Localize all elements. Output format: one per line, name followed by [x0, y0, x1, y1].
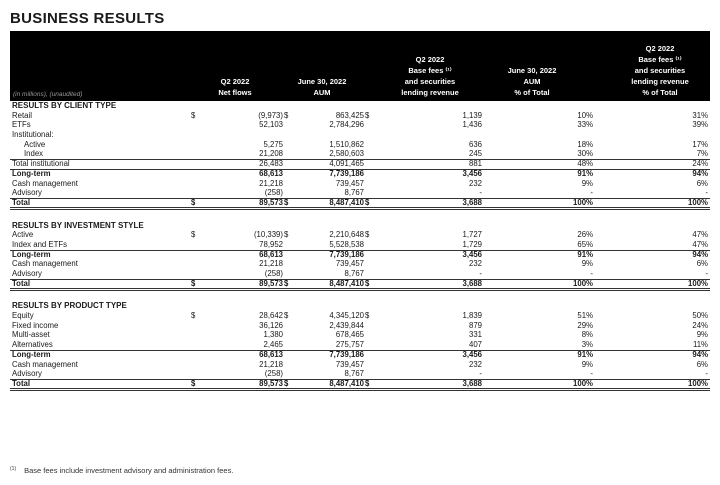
cell-col-5: 24% — [692, 320, 708, 330]
rule-line — [10, 159, 710, 160]
cell-col-5: 47% — [692, 239, 708, 249]
table-row — [10, 259, 710, 269]
row-label: Long-term — [12, 249, 51, 259]
cell-col-1: 52,103 — [259, 120, 283, 130]
row-label: Cash management — [12, 359, 78, 369]
table-header — [10, 31, 710, 101]
cell-col-4: 18% — [577, 139, 593, 149]
cell-col-4: 91% — [577, 349, 593, 359]
cell-col-1: (9,973) — [258, 110, 283, 120]
cell-col-5: 11% — [692, 340, 708, 350]
table-row — [10, 159, 710, 169]
units-note: (in millions), (unaudited) — [13, 91, 83, 98]
cell-col-3: 881 — [468, 159, 482, 169]
cell-col-3: 1,436 — [462, 120, 482, 130]
cell-col-1: 21,208 — [259, 149, 283, 159]
table-row — [10, 188, 710, 198]
cell-col-3: 1,727 — [462, 230, 482, 240]
currency-symbol: $ — [284, 278, 289, 288]
section-spacer — [10, 208, 710, 221]
row-label: Advisory — [12, 188, 42, 198]
cell-col-1: 21,218 — [259, 359, 283, 369]
cell-col-2: 5,528,538 — [329, 239, 364, 249]
cell-col-4: 91% — [577, 168, 593, 178]
cell-col-1: (258) — [264, 188, 283, 198]
cell-col-1: 89,573 — [259, 378, 283, 388]
table-row — [10, 140, 710, 150]
double-rule — [10, 388, 710, 391]
table-row — [10, 230, 710, 240]
cell-col-4: 65% — [577, 239, 593, 249]
cell-col-3: 3,688 — [462, 278, 482, 288]
cell-col-4: 100% — [573, 378, 593, 388]
cell-col-2: 739,457 — [335, 359, 364, 369]
footnote — [10, 466, 233, 475]
footnote-marker: (1) — [10, 466, 17, 472]
currency-symbol: $ — [365, 230, 370, 240]
section-title — [10, 221, 710, 231]
cell-col-1: 21,218 — [259, 259, 283, 269]
section-title-text: RESULTS BY PRODUCT TYPE — [12, 301, 127, 311]
cell-col-5: 94% — [692, 168, 708, 178]
row-label: Active — [12, 230, 34, 240]
cell-col-2: 8,487,410 — [329, 378, 364, 388]
cell-col-2: 8,767 — [344, 269, 364, 278]
currency-symbol: $ — [191, 311, 196, 321]
cell-col-1: 89,573 — [259, 278, 283, 288]
cell-col-2: 1,510,862 — [329, 139, 364, 149]
cell-col-4: 30% — [577, 149, 593, 159]
header-base-fees: Q2 2022 Base fees ⁽¹⁾ and securities lending revenue — [401, 55, 459, 97]
rule-line — [10, 250, 710, 251]
cell-col-4: 100% — [573, 197, 593, 207]
cell-col-3: - — [479, 269, 482, 278]
cell-col-5: 7% — [696, 149, 708, 159]
cell-col-4: 100% — [573, 278, 593, 288]
row-label: Alternatives — [12, 340, 53, 350]
currency-symbol: $ — [365, 110, 370, 120]
rule-line — [10, 198, 710, 199]
cell-col-1: (258) — [264, 269, 283, 278]
currency-symbol: $ — [284, 197, 289, 207]
cell-col-3: 3,688 — [462, 378, 482, 388]
cell-col-2: 4,091,465 — [329, 159, 364, 169]
table-row — [10, 240, 710, 250]
currency-symbol: $ — [191, 110, 196, 120]
section-spacer — [10, 288, 710, 301]
cell-col-4: 29% — [577, 320, 593, 330]
cell-col-4: - — [590, 269, 593, 278]
table-row — [10, 120, 710, 130]
row-label: Equity — [12, 311, 34, 321]
table-row — [10, 350, 710, 360]
row-label: Total institutional — [12, 159, 70, 169]
cell-col-3: 245 — [468, 149, 482, 159]
cell-col-1: 26,483 — [259, 159, 283, 169]
header-base-fees-pct: Q2 2022 Base fees ⁽¹⁾ and securities lending revenue % of Total — [631, 44, 689, 97]
cell-col-1: 68,613 — [259, 168, 283, 178]
cell-col-4: 9% — [581, 259, 593, 269]
cell-col-3: 3,456 — [462, 249, 482, 259]
cell-col-5: 100% — [688, 197, 708, 207]
cell-col-1: 28,642 — [259, 311, 283, 321]
cell-col-3: 232 — [468, 259, 482, 269]
currency-symbol: $ — [284, 230, 289, 240]
row-label: Index — [24, 149, 44, 159]
cell-col-5: 94% — [692, 349, 708, 359]
currency-symbol: $ — [365, 197, 370, 207]
page-title: BUSINESS RESULTS — [10, 10, 165, 27]
rule-line — [10, 279, 710, 280]
cell-col-5: 9% — [696, 330, 708, 340]
section-title — [10, 301, 710, 311]
cell-col-4: 10% — [577, 110, 593, 120]
cell-col-5: 100% — [688, 378, 708, 388]
cell-col-3: 1,729 — [462, 239, 482, 249]
cell-col-4: 9% — [581, 178, 593, 188]
cell-col-4: 3% — [581, 340, 593, 350]
currency-symbol: $ — [365, 378, 370, 388]
cell-col-1: 5,275 — [263, 139, 283, 149]
row-label: Long-term — [12, 168, 51, 178]
cell-col-2: 8,767 — [344, 188, 364, 198]
cell-col-5: 50% — [692, 311, 708, 321]
cell-col-3: 3,456 — [462, 168, 482, 178]
table-row — [10, 379, 710, 389]
cell-col-2: 739,457 — [335, 178, 364, 188]
cell-col-1: 21,218 — [259, 178, 283, 188]
header-aum: June 30, 2022 AUM — [297, 77, 347, 97]
table-row — [10, 149, 710, 159]
table-row — [10, 169, 710, 179]
cell-col-2: 7,739,186 — [329, 349, 364, 359]
currency-symbol: $ — [284, 110, 289, 120]
table-row — [10, 330, 710, 340]
table-row — [10, 179, 710, 189]
cell-col-3: - — [479, 188, 482, 198]
table-row — [10, 130, 710, 140]
currency-symbol: $ — [191, 197, 196, 207]
row-label: Cash management — [12, 178, 78, 188]
row-label: ETFs — [12, 120, 31, 130]
cell-col-2: 739,457 — [335, 259, 364, 269]
row-label: Cash management — [12, 259, 78, 269]
cell-col-4: 51% — [577, 311, 593, 321]
table-row — [10, 311, 710, 321]
cell-col-3: 879 — [468, 320, 482, 330]
rule-line — [10, 350, 710, 351]
section-title-text: RESULTS BY INVESTMENT STYLE — [12, 220, 144, 230]
currency-symbol: $ — [284, 378, 289, 388]
cell-col-5: - — [705, 269, 708, 278]
cell-col-1: 78,952 — [259, 239, 283, 249]
row-label: Total — [12, 197, 31, 207]
row-label: Long-term — [12, 349, 51, 359]
cell-col-4: - — [590, 188, 593, 198]
table-row — [10, 279, 710, 289]
cell-col-1: 1,380 — [263, 330, 283, 340]
cell-col-1: 89,573 — [259, 197, 283, 207]
cell-col-4: 8% — [581, 330, 593, 340]
cell-col-5: 47% — [692, 230, 708, 240]
cell-col-5: 24% — [692, 159, 708, 169]
cell-col-2: 678,465 — [335, 330, 364, 340]
cell-col-2: 2,580,603 — [329, 149, 364, 159]
row-label: Total — [12, 278, 31, 288]
cell-col-2: 2,784,296 — [329, 120, 364, 130]
cell-col-2: 863,425 — [335, 110, 364, 120]
cell-col-3: 1,139 — [462, 110, 482, 120]
cell-col-2: 8,767 — [344, 369, 364, 379]
cell-col-2: 7,739,186 — [329, 168, 364, 178]
cell-col-1: 36,126 — [259, 320, 283, 330]
cell-col-4: - — [590, 369, 593, 379]
cell-col-5: 100% — [688, 278, 708, 288]
cell-col-3: 1,839 — [462, 311, 482, 321]
cell-col-5: 39% — [692, 120, 708, 130]
cell-col-2: 2,439,844 — [329, 320, 364, 330]
table-row — [10, 321, 710, 331]
row-label: Retail — [12, 110, 32, 120]
cell-col-5: 31% — [692, 110, 708, 120]
cell-col-2: 2,210,648 — [329, 230, 364, 240]
table-row — [10, 269, 710, 279]
cell-col-2: 4,345,120 — [329, 311, 364, 321]
cell-col-2: 275,757 — [335, 340, 364, 350]
currency-symbol: $ — [191, 378, 196, 388]
cell-col-3: 232 — [468, 178, 482, 188]
cell-col-5: 6% — [696, 259, 708, 269]
currency-symbol: $ — [191, 278, 196, 288]
cell-col-4: 26% — [577, 230, 593, 240]
table-row — [10, 340, 710, 350]
row-label: Multi-asset — [12, 330, 50, 340]
row-label: Active — [24, 139, 46, 149]
row-label: Advisory — [12, 269, 42, 278]
cell-col-3: 3,688 — [462, 197, 482, 207]
rule-line — [10, 169, 710, 170]
row-label: Advisory — [12, 369, 42, 379]
row-label: Total — [12, 378, 31, 388]
cell-col-3: 232 — [468, 359, 482, 369]
cell-col-2: 8,487,410 — [329, 278, 364, 288]
section-title — [10, 101, 710, 111]
table-row — [10, 250, 710, 260]
cell-col-3: 3,456 — [462, 349, 482, 359]
header-aum-pct: June 30, 2022 AUM % of Total — [507, 66, 557, 97]
currency-symbol: $ — [365, 311, 370, 321]
footnote-text: Base fees include investment advisory and administration fees. — [24, 466, 234, 475]
table-row — [10, 369, 710, 379]
table-row — [10, 198, 710, 208]
table-row — [10, 360, 710, 370]
row-label: Fixed income — [12, 320, 59, 330]
cell-col-5: - — [705, 188, 708, 198]
row-label: Index and ETFs — [12, 239, 68, 249]
table-row — [10, 111, 710, 121]
cell-col-1: (258) — [264, 369, 283, 379]
cell-col-5: 94% — [692, 249, 708, 259]
cell-col-3: - — [479, 369, 482, 379]
cell-col-3: 407 — [468, 340, 482, 350]
cell-col-4: 48% — [577, 159, 593, 169]
cell-col-3: 331 — [468, 330, 482, 340]
cell-col-4: 91% — [577, 249, 593, 259]
cell-col-2: 7,739,186 — [329, 249, 364, 259]
cell-col-4: 33% — [577, 120, 593, 130]
cell-col-5: 17% — [692, 139, 708, 149]
header-net-flows: Q2 2022 Net flows — [218, 77, 252, 97]
cell-col-1: 2,465 — [263, 340, 283, 350]
currency-symbol: $ — [191, 230, 196, 240]
cell-col-1: 68,613 — [259, 349, 283, 359]
cell-col-5: 6% — [696, 178, 708, 188]
cell-col-1: (10,339) — [253, 230, 283, 240]
cell-col-5: 6% — [696, 359, 708, 369]
row-label: Institutional: — [12, 130, 54, 140]
results-table — [10, 101, 710, 389]
cell-col-5: - — [705, 369, 708, 379]
rule-line — [10, 379, 710, 380]
currency-symbol: $ — [365, 278, 370, 288]
cell-col-1: 68,613 — [259, 249, 283, 259]
cell-col-3: 636 — [468, 139, 482, 149]
section-title-text: RESULTS BY CLIENT TYPE — [12, 101, 117, 110]
currency-symbol: $ — [284, 311, 289, 321]
cell-col-2: 8,487,410 — [329, 197, 364, 207]
cell-col-4: 9% — [581, 359, 593, 369]
